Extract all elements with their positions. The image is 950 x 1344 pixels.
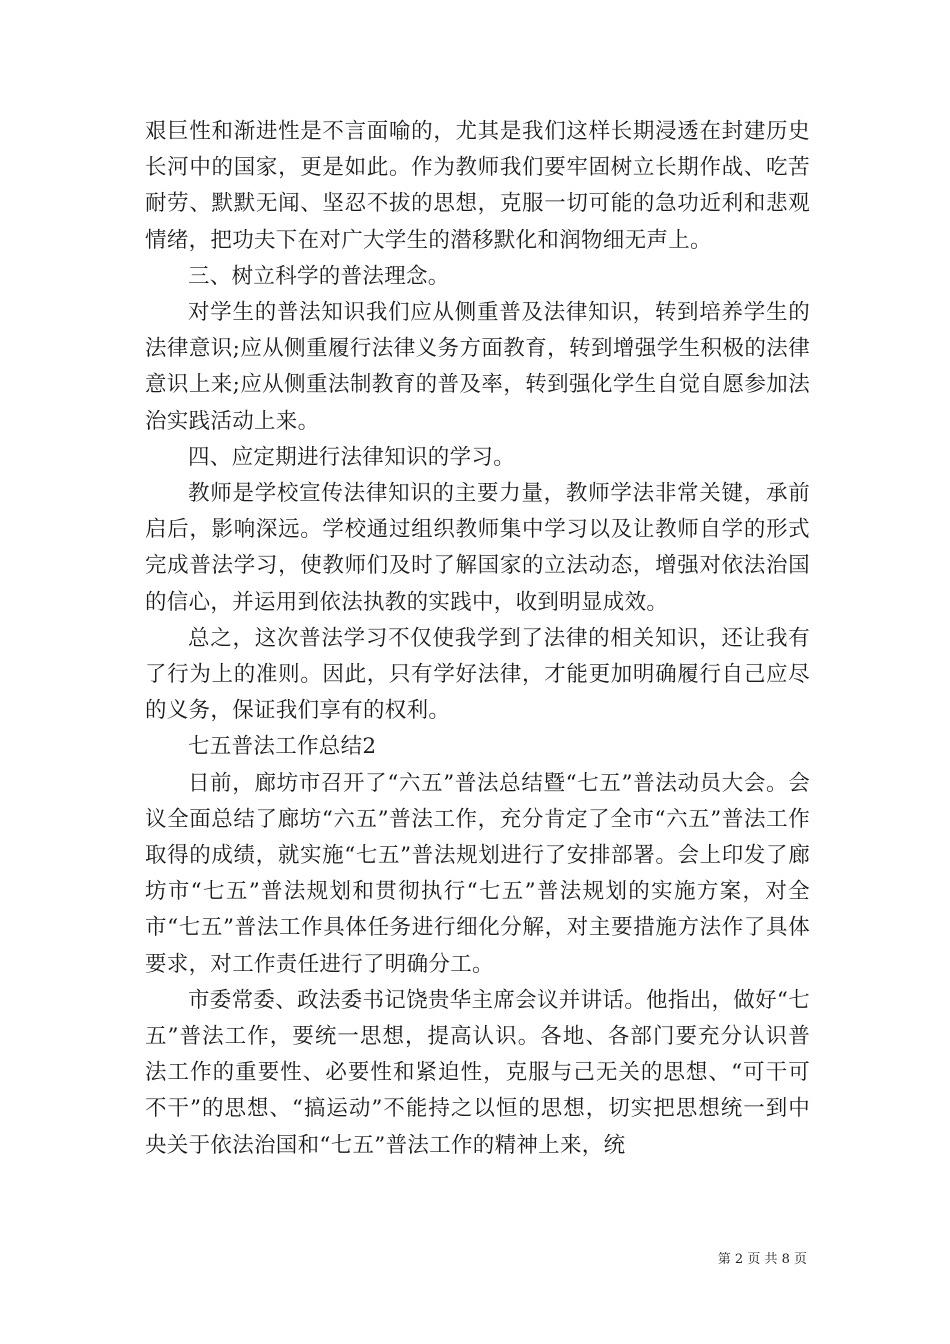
paragraph: 教师是学校宣传法律知识的主要力量，教师学法非常关键，承前启后，影响深远。学校通过组织教师集中学习以及让教师自学的形式完成普法学习，使教师们及时了解国家的立法动态，增强对依法治国的信心，并运用到依法执教的实践中，收到明显成效。	[145, 481, 810, 615]
article-title: 七五普法工作总结2	[188, 734, 377, 760]
section-heading: 三、树立科学的普法理念。	[188, 263, 450, 289]
paragraph: 艰巨性和渐进性是不言面喻的，尤其是我们这样长期浸透在封建历史长河中的国家，更是如此。作为教师我们要牢固树立长期作战、吃苦耐劳、默默无闻、坚忍不拔的思想，克服一切可能的急功近利和悲观情绪，把功夫下在对广大学生的潜移默化和润物细无声上。	[145, 119, 810, 253]
page-number: 第 2 页 共 8 页	[717, 1252, 807, 1267]
document-body	[145, 114, 810, 1164]
paragraph: 总之，这次普法学习不仅使我学到了法律的相关知识，还让我有了行为上的准则。因此，只有学好法律，才能更加明确履行自己应尽的义务，保证我们享有的权利。	[145, 625, 810, 724]
paragraph: 对学生的普法知识我们应从侧重普及法律知识，转到培养学生的法律意识;应从侧重履行法律义务方面教育，转到增强学生积极的法律意识上来;应从侧重法制教育的普及率，转到强化学生自觉自愿参加法治实践活动上来。	[145, 300, 810, 434]
paragraph: 日前，廊坊市召开了“六五”普法总结暨“七五”普法动员大会。会议全面总结了廊坊“六五”普法工作，充分肯定了全市“六五”普法工作取得的成绩，就实施“七五”普法规划进行了安排部署。会上印发了廊坊市“七五”普法规划和贯彻执行“七五”普法规划的实施方案，对全市“七五”普法工作具体任务进行细化分解，对主要措施方法作了具体要求，对工作责任进行了明确分工。	[145, 770, 810, 977]
section-heading: 四、应定期进行法律知识的学习。	[188, 444, 516, 470]
paragraph: 市委常委、政法委书记饶贵华主席会议并讲话。他指出，做好“七五”普法工作，要统一思想，提高认识。各地、各部门要充分认识普法工作的重要性、必要性和紧迫性，克服与己无关的思想、“可干可不干”的思想、“搞运动”不能持之以恒的思想，切实把思想统一到中央关于依法治国和“七五”普法工作的精神上来，统	[145, 987, 810, 1158]
